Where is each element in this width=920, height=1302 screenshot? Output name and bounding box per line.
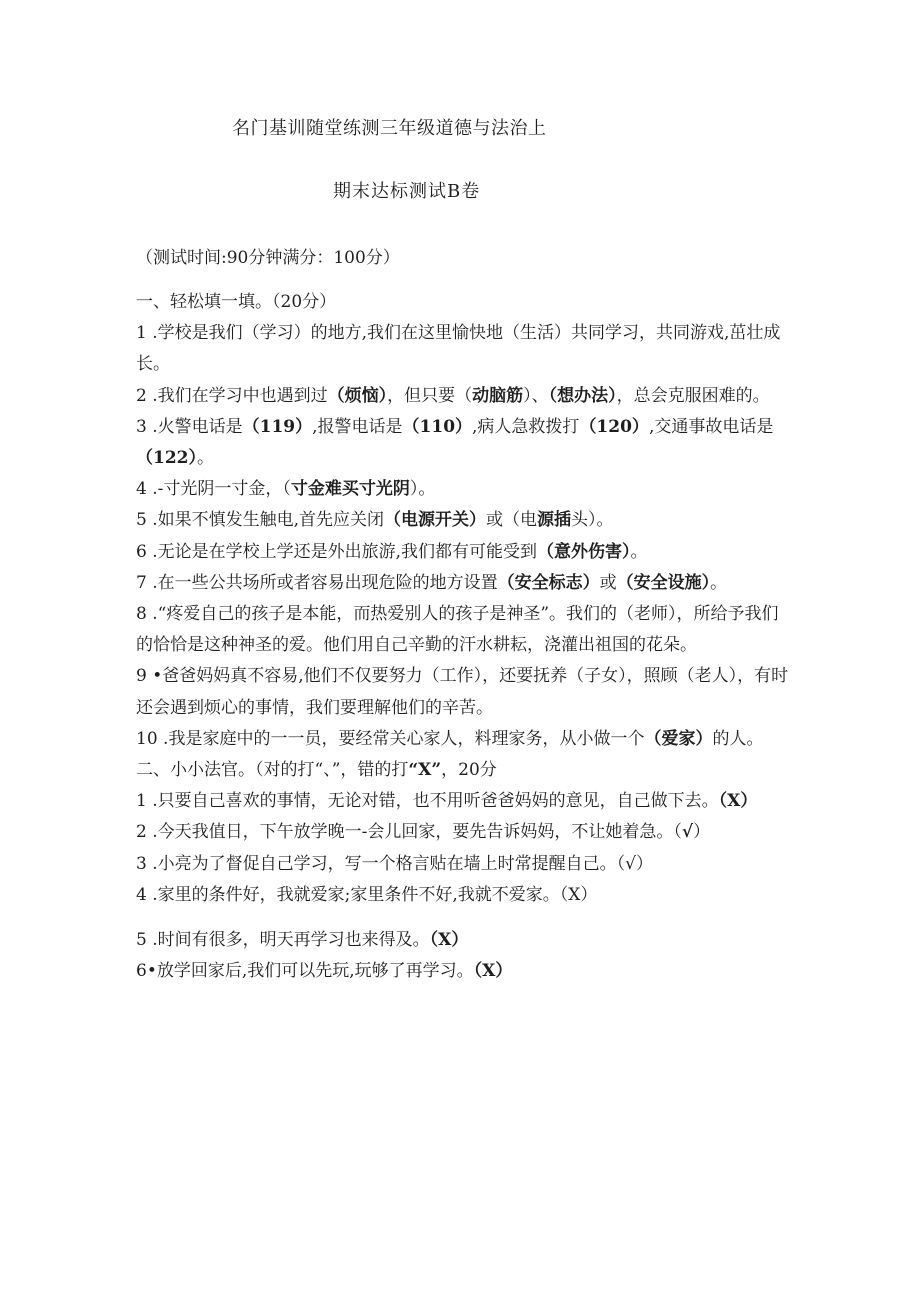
document-body [136,287,790,987]
document-subtitle: 期末达标测试B卷 [333,181,481,202]
question-1-10: 10 .我是家庭中的一一员，要经常关心家人，料理家务，从小做一个（爱家）的人。 [136,728,764,749]
document-title: 名门基训随堂练测三年级道德与法治上 [232,118,547,139]
question-2-6: 6•放学回家后,我们可以先玩,玩够了再学习。（X） [136,961,513,982]
question-2-1: 1 .只要自己喜欢的事情，无论对错，也不用听爸爸妈妈的意见，自己做下去。（X） [136,791,758,812]
question-1-6: 6 .无论是在学校上学还是外出旅游,我们都有可能受到（意外伤害）。 [136,541,648,562]
question-1-7: 7 .在一些公共场所或者容易出现危险的地方设置（安全标志）或（安全设施）。 [136,572,728,593]
question-2-2: 2 .今天我值日，下午放学晚一-会儿回家，要先告诉妈妈，不让她着急。（√） [136,822,711,843]
question-2-5: 5 .时间有很多，明天再学习也来得及。（X） [136,930,469,951]
question-1-5: 5 .如果不慎发生触电,首先应关闭（电源开关）或（电源插头）。 [136,510,614,531]
question-1-3: 3 .火警电话是（119）,报警电话是（110）,病人急救拨打（120）,交通事故电话是（122）。 [136,416,774,469]
section1-heading: 一、轻松填一填。（20分） [136,292,337,312]
question-1-8: 8 .“疼爱自己的孩子是本能，而热爱别人的孩子是神圣”。我们的（老师），所给予我们的恰恰是这种神圣的爱。他们用自己辛勤的汗水耕耘，浇灌出祖国的花朵。 [136,604,779,656]
question-1-9: 9 •爸爸妈妈真不容易,他们不仅要努力（工作），还要抚养（子女），照顾（老人），有时还会遇到烦心的事情，我们要理解他们的辛苦。 [136,666,789,718]
question-1-4: 4 .-寸光阴一寸金，（寸金难买寸光阴）。 [136,479,436,500]
question-1-2: 2 .我们在学习中也遇到过（烦恼），但只要（动脑筋）、（想办法），总会克服困难的。 [136,385,770,406]
test-info: （测试时间:90分钟满分：100分） [136,248,400,268]
question-2-3: 3 .小亮为了督促自己学习，写一个格言贴在墙上时常提醒自己。（√） [136,853,653,874]
question-1-1: 1 .学校是我们（学习）的地方,我们在这里愉快地（生活）共同学习，共同游戏,茁壮成长。 [136,323,781,375]
question-2-4: 4 .家里的条件好，我就爱家;家里条件不好,我就不爱家。（X） [136,884,598,905]
section2-heading: 二、小小法官。（对的打“、”，错的打“X”，20分 [136,760,497,781]
